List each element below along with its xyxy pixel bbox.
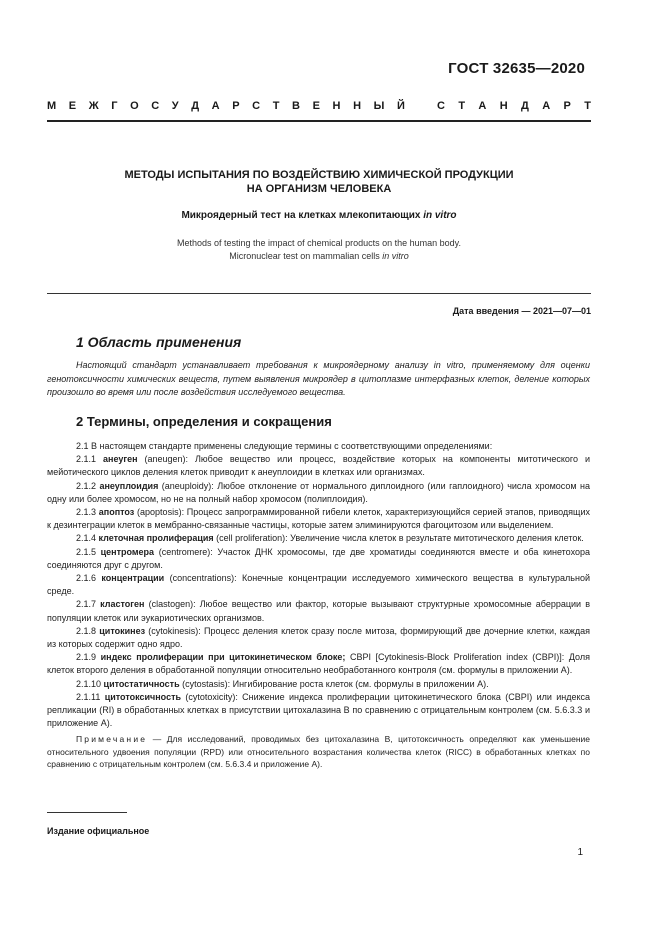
banner-letter: Д bbox=[191, 100, 200, 112]
term-definition bbox=[47, 572, 590, 598]
section-1-heading: 1 Область применения bbox=[76, 334, 242, 350]
standard-code: ГОСТ 32635—2020 bbox=[448, 60, 585, 77]
banner-letter: Т bbox=[458, 100, 466, 112]
banner-letter: Т bbox=[584, 100, 591, 112]
banner-letter: О bbox=[130, 100, 139, 112]
english-title-line-2 bbox=[47, 250, 591, 263]
term-name: цитотоксичность bbox=[104, 691, 182, 702]
term-name: кластоген bbox=[100, 599, 145, 610]
term-text: (apoptosis): Процесс запрограммированной гибели клеток, характеризующийся серией этапов, приводящих к дезинтеграции клеток в мембранно-связанные частицы, которые затем элиминируются фагоцитозом или выделением. bbox=[47, 507, 590, 531]
english-title-line-1: Methods of testing the impact of chemical products on the human body. bbox=[177, 238, 461, 248]
term-definition bbox=[47, 532, 590, 545]
term-name: клеточная пролиферация bbox=[98, 533, 214, 544]
introduction-date: Дата введения — 2021—07—01 bbox=[452, 306, 591, 316]
term-text: (centromere): Участок ДНК хромосомы, где две хроматиды соединяются вместе и оба кинетохора соединяются друг с другом. bbox=[47, 546, 590, 570]
subtitle-text: Микроядерный тест на клетках млекопитающих bbox=[181, 210, 424, 221]
term-text: (cytokinesis): Процесс деления клеток сразу после митоза, формирующий две дочерние клетки, каждая из которых содержит одно ядро. bbox=[47, 625, 590, 650]
banner-letter: Р bbox=[232, 100, 240, 112]
term-text: (clastogen): Любое вещество или фактор, которые вызывают структурные хромосомные аберрации в популяции клеток или эукариотических организмов. bbox=[47, 599, 590, 623]
term-number: 2.1.8 bbox=[76, 625, 100, 636]
note-label: Примечание bbox=[76, 734, 148, 745]
english-title-line-2-text: Micronuclear test on mammalian cells bbox=[229, 251, 383, 261]
page-number: 1 bbox=[577, 847, 583, 858]
title-line-1: МЕТОДЫ ИСПЫТАНИЯ ПО ВОЗДЕЙСТВИЮ ХИМИЧЕСКОЙ ПРОДУКЦИИ bbox=[124, 169, 514, 181]
term-number: 2.1.5 bbox=[76, 546, 101, 557]
section-1-text: Настоящий стандарт устанавливает требования к микроядерному анализу in vitro, применяемому для оценки генотоксичности химических веществ, путем выявления микроядер в цитоплазме интерфазных клеток, деление которых произошло во время или после воздействия исследуемого вещества. bbox=[47, 360, 590, 397]
banner-word-standard bbox=[437, 100, 591, 112]
term-name: анеуген bbox=[103, 454, 138, 465]
term-name: концентрации bbox=[101, 573, 165, 584]
term-definition bbox=[47, 546, 590, 572]
banner-letter: Й bbox=[396, 100, 405, 112]
banner-letter: А bbox=[542, 100, 551, 112]
term-definition bbox=[47, 598, 590, 624]
official-edition-label: Издание официальное bbox=[47, 826, 150, 836]
banner-letter: Р bbox=[563, 100, 571, 112]
document-subtitle bbox=[47, 210, 591, 221]
interstate-standard-banner bbox=[47, 100, 591, 112]
term-name: цитокинез bbox=[99, 625, 146, 636]
banner-letter: Ж bbox=[88, 100, 99, 112]
banner-letter: С bbox=[437, 100, 445, 112]
terms-note bbox=[47, 733, 590, 771]
term-name: анеуплоидия bbox=[99, 480, 159, 491]
term-number: 2.1.9 bbox=[76, 652, 101, 663]
term-number: 2.1.1 bbox=[76, 454, 103, 465]
header-rule bbox=[47, 120, 591, 122]
terms-list bbox=[47, 440, 590, 771]
section-2-heading: 2 Термины, определения и сокращения bbox=[76, 414, 332, 429]
term-text: (aneugen): Любое вещество или процесс, воздействие которых на компоненты митотического и мейотического циклов деления клеток приводит к анеуплоидии в клетках или организмах. bbox=[47, 454, 590, 478]
banner-letter: А bbox=[211, 100, 220, 112]
term-definition bbox=[47, 651, 590, 677]
term-name: апоптоз bbox=[98, 507, 135, 518]
banner-letter: В bbox=[292, 100, 300, 112]
term-text: CBPI [Cytokinesis-Block Proliferation index (CBPI)]: Доля клеток второго деления в обработанной популяции относительно необработанного контроля (см. формулы в приложении А). bbox=[47, 652, 590, 676]
document-title bbox=[47, 168, 591, 196]
term-definition bbox=[47, 691, 590, 731]
term-name: центромера bbox=[100, 546, 155, 557]
banner-letter: Г bbox=[111, 100, 118, 112]
term-text: (cytotoxicity): Снижение индекса пролиферации цитокинетического блока (CBPI) или индекса репликации (RI) в обработанных клетках в присутствии цитохалазина В по сравнению с отрицательным контролем (см. 5.6.3.3 и приложение А). bbox=[47, 691, 590, 729]
banner-letter: Ы bbox=[373, 100, 385, 112]
terms-intro: 2.1 В настоящем стандарте применены следующие термины с соответствующими определениями: bbox=[76, 441, 493, 451]
term-definition bbox=[47, 506, 590, 532]
term-definition bbox=[47, 480, 590, 506]
banner-word-interstate bbox=[47, 100, 405, 112]
term-number: 2.1.3 bbox=[76, 507, 99, 518]
term-definition bbox=[47, 678, 590, 691]
term-name: индекс пролиферации при цитокинетическом блоке; bbox=[100, 652, 346, 663]
term-number: 2.1.7 bbox=[76, 599, 101, 610]
term-number: 2.1.4 bbox=[76, 533, 99, 544]
banner-letter: М bbox=[47, 100, 57, 112]
term-number: 2.1.11 bbox=[76, 691, 105, 702]
term-definition bbox=[47, 625, 590, 651]
term-name: цитостатичность bbox=[103, 678, 180, 689]
banner-letter: У bbox=[171, 100, 179, 112]
banner-letter: Н bbox=[332, 100, 341, 112]
title-rule bbox=[47, 293, 591, 294]
banner-letter: Т bbox=[272, 100, 280, 112]
banner-letter: Д bbox=[521, 100, 529, 112]
term-definition bbox=[47, 453, 590, 479]
footer-rule bbox=[47, 812, 127, 813]
banner-letter: С bbox=[151, 100, 160, 112]
note-text: — Для исследований, проводимых без цитохалазина В, цитотоксичность определяют как уменьшение относительного удвоения популяции (RPD) или относительного возрастания количества клеток (RICC) в обработанных клетках по сравнению с отрицательным контролем (см. 5.6.3.4 и приложение А). bbox=[47, 734, 590, 770]
term-text: (concentrations): Конечные концентрации исследуемого химического вещества в культуральной среде. bbox=[47, 573, 590, 597]
banner-letter: Е bbox=[68, 100, 77, 112]
term-number: 2.1.10 bbox=[76, 678, 104, 689]
english-title bbox=[47, 237, 591, 263]
banner-letter: Е bbox=[312, 100, 320, 112]
term-text: (cytostasis): Ингибирование роста клеток (см. формулы в приложении А). bbox=[179, 678, 489, 689]
title-line-2: НА ОРГАНИЗМ ЧЕЛОВЕКА bbox=[246, 183, 392, 195]
term-text: (cell proliferation): Увеличение числа клеток в результате митотического деления клеток. bbox=[213, 533, 584, 544]
term-number: 2.1.2 bbox=[76, 480, 100, 491]
term-number: 2.1.6 bbox=[76, 573, 102, 584]
banner-letter: С bbox=[252, 100, 261, 112]
term-text: (aneuploidy): Любое отклонение от нормального диплоидного (или гаплоидного) числа хромосом на одну или более хромосом, но не на полный набор хромосом (полиплоидия). bbox=[47, 480, 590, 504]
banner-letter: А bbox=[478, 100, 487, 112]
subtitle-italic: in vitro bbox=[423, 210, 457, 221]
english-title-line-2-italic: in vitro bbox=[382, 251, 409, 261]
banner-letter: Н bbox=[499, 100, 508, 112]
banner-letter: Н bbox=[353, 100, 362, 112]
